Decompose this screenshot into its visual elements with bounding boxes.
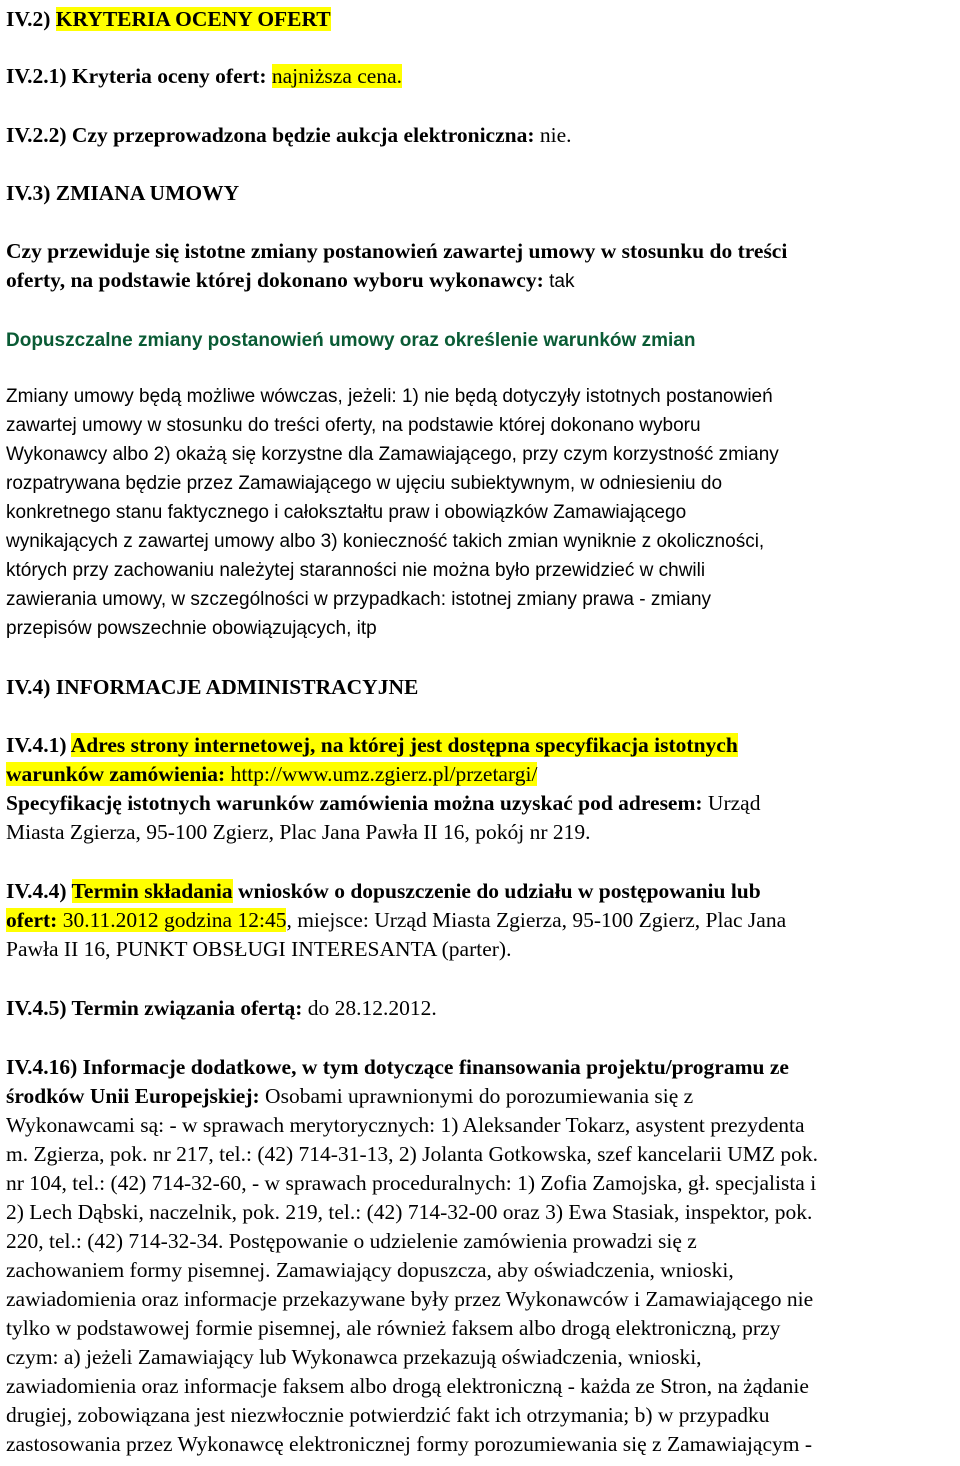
question-line-1 xyxy=(6,237,787,265)
paragraph-line: rozpatrywana będzie przez Zamawiającego w ujęciu subiektywnym, w odniesieniu do xyxy=(6,473,723,494)
binding-value: do 28.12.2012. xyxy=(302,996,437,1020)
info-line: 220, tel.: (42) 714-32-34. Postępowanie o udzielenie zamówienia prowadzi się z xyxy=(6,1229,697,1253)
iv416-line-2 xyxy=(6,1082,693,1110)
address-label: Adres strony internetowej, na której jest dostępna specyfikacja istotnych xyxy=(70,733,738,757)
paragraph-line: wynikających z zawartej umowy albo 3) konieczność takich zmian wyniknie z okoliczności, xyxy=(6,531,765,552)
info-line: Wykonawcami są: - w sprawach merytorycznych: 1) Aleksander Tokarz, asystent prezydenta xyxy=(6,1113,805,1137)
binding-label: IV.4.5) Termin związania ofertą: xyxy=(6,996,303,1020)
section-iv3-heading xyxy=(6,179,239,207)
section-title: IV.4) INFORMACJE ADMINISTRACYJNE xyxy=(6,675,419,699)
iv41-line-3 xyxy=(6,789,760,817)
section-title: KRYTERIA OCENY OFERT xyxy=(55,7,331,31)
iv44-line-2 xyxy=(6,906,786,934)
info-line: m. Zgierza, pok. nr 217, tel.: (42) 714-31-13, 2) Jolanta Gotkowska, szef kancelarii UMZ pok. xyxy=(6,1142,819,1166)
auction-value: nie. xyxy=(539,123,572,147)
auction-label: IV.2.2) Czy przeprowadzona będzie aukcja elektroniczna: xyxy=(6,123,535,147)
changes-subheading xyxy=(6,325,695,353)
info-line: nr 104, tel.: (42) 714-32-60, - w sprawach proceduralnych: 1) Zofia Zamojska, gł. specjalista i xyxy=(6,1171,817,1195)
info-line: tylko w podstawowej formie pisemnej, ale również faksem albo drogą elektroniczną, przy xyxy=(6,1316,781,1340)
iv416-line-1 xyxy=(6,1053,789,1081)
info-label: IV.4.16) Informacje dodatkowe, w tym dotyczące finansowania projektu/programu ze xyxy=(6,1055,789,1079)
iv44-line-1 xyxy=(6,877,761,905)
info-line: drugiej, zobowiązana jest niezwłocznie potwierdzić fakt ich otrzymania; b) w przypadku xyxy=(6,1403,770,1427)
paragraph-line: których przy zachowaniu należytej staranności nie można było przewidzieć w chwili xyxy=(6,560,706,581)
iv41-line-2 xyxy=(6,760,537,788)
section-prefix: IV.4.1) xyxy=(6,733,71,757)
spec-url-link[interactable]: http://www.umz.zgierz.pl/przetargi/ xyxy=(225,762,538,786)
section-prefix: IV.2) xyxy=(6,7,56,31)
spec-value: Miasta Zgierza, 95-100 Zgierz, Plac Jana Pawła II 16, pokój nr 219. xyxy=(6,820,591,844)
iv41-line-4 xyxy=(6,818,591,846)
paragraph-line: Wykonawcy albo 2) okażą się korzystne dla Zamawiającego, przy czym korzystność zmiany xyxy=(6,444,779,465)
criteria-value: najniższa cena. xyxy=(271,64,402,88)
iv41-line-1 xyxy=(6,731,738,759)
section-prefix: IV.4.4) xyxy=(6,879,72,903)
deadline-label-highlight: Termin składania xyxy=(71,879,233,903)
deadline-label: wniosków o dopuszczenie do udziału w postępowaniu lub xyxy=(232,879,761,903)
info-line: zawiadomienia oraz informacje faksem albo drogą elektroniczną - każda ze Stron, na żądanie xyxy=(6,1374,809,1398)
section-iv4-heading xyxy=(6,673,418,701)
info-label: środków Unii Europejskiej: xyxy=(6,1084,260,1108)
subheading-text: Dopuszczalne zmiany postanowień umowy oraz określenie warunków zmian xyxy=(6,330,696,351)
deadline-date: 30.11.2012 godzina 12:45 xyxy=(57,908,287,932)
deadline-place: , miejsce: Urząd Miasta Zgierza, 95-100 Zgierz, Plac Jana xyxy=(286,908,787,932)
question-text: Czy przewiduje się istotne zmiany postanowień zawartej umowy w stosunku do treści xyxy=(6,239,788,263)
section-iv2-heading xyxy=(6,5,331,33)
paragraph-line: przepisów powszechnie obowiązujących, itp xyxy=(6,618,377,639)
spec-label: Specyfikację istotnych warunków zamówienia można uzyskać pod adresem: xyxy=(6,791,703,815)
question-line-2 xyxy=(6,266,574,294)
info-line: 2) Lech Dąbski, naczelnik, pok. 219, tel.: (42) 714-32-00 oraz 3) Ewa Stasiak, inspektor, pok. xyxy=(6,1200,813,1224)
iv44-line-3 xyxy=(6,935,511,963)
info-text: Osobami uprawnionymi do porozumiewania się z xyxy=(259,1084,694,1108)
paragraph-line: konkretnego stanu faktycznego i całokształtu praw i obowiązków Zamawiającego xyxy=(6,502,687,523)
section-title: IV.3) ZMIANA UMOWY xyxy=(6,181,240,205)
info-line: zawiadomienia oraz informacje przekazywane były przez Wykonawców i Zamawiającego nie xyxy=(6,1287,814,1311)
auction-line xyxy=(6,121,572,149)
paragraph-line: zawartej umowy w stosunku do treści oferty, na podstawie której dokonano wyboru xyxy=(6,415,701,436)
paragraph-line: zawierania umowy, w szczególności w przypadkach: istotnej zmiany prawa - zmiany xyxy=(6,589,712,610)
deadline-place: Pawła II 16, PUNKT OBSŁUGI INTERESANTA (parter). xyxy=(6,937,512,961)
criteria-label: IV.2.1) Kryteria oceny ofert: xyxy=(6,64,267,88)
spec-value: Urząd xyxy=(702,791,761,815)
ofert-label: ofert: xyxy=(6,908,58,932)
info-line: zastosowania przez Wykonawcę elektronicznej formy porozumiewania się z Zamawiającym - xyxy=(6,1432,812,1456)
iv45-line xyxy=(6,994,437,1022)
question-answer: tak xyxy=(549,271,575,292)
question-text: oferty, na podstawie której dokonano wyboru wykonawcy: xyxy=(6,268,544,292)
address-label: warunków zamówienia: xyxy=(6,762,226,786)
criteria-line xyxy=(6,62,402,90)
info-line: czym: a) jeżeli Zamawiający lub Wykonawca przekazują oświadczenia, wnioski, xyxy=(6,1345,702,1369)
paragraph-line: Zmiany umowy będą możliwe wówczas, jeżeli: 1) nie będą dotyczyły istotnych postanowień xyxy=(6,386,773,407)
info-line: zachowaniem formy pisemnej. Zamawiający dopuszcza, aby oświadczenia, wnioski, xyxy=(6,1258,734,1282)
